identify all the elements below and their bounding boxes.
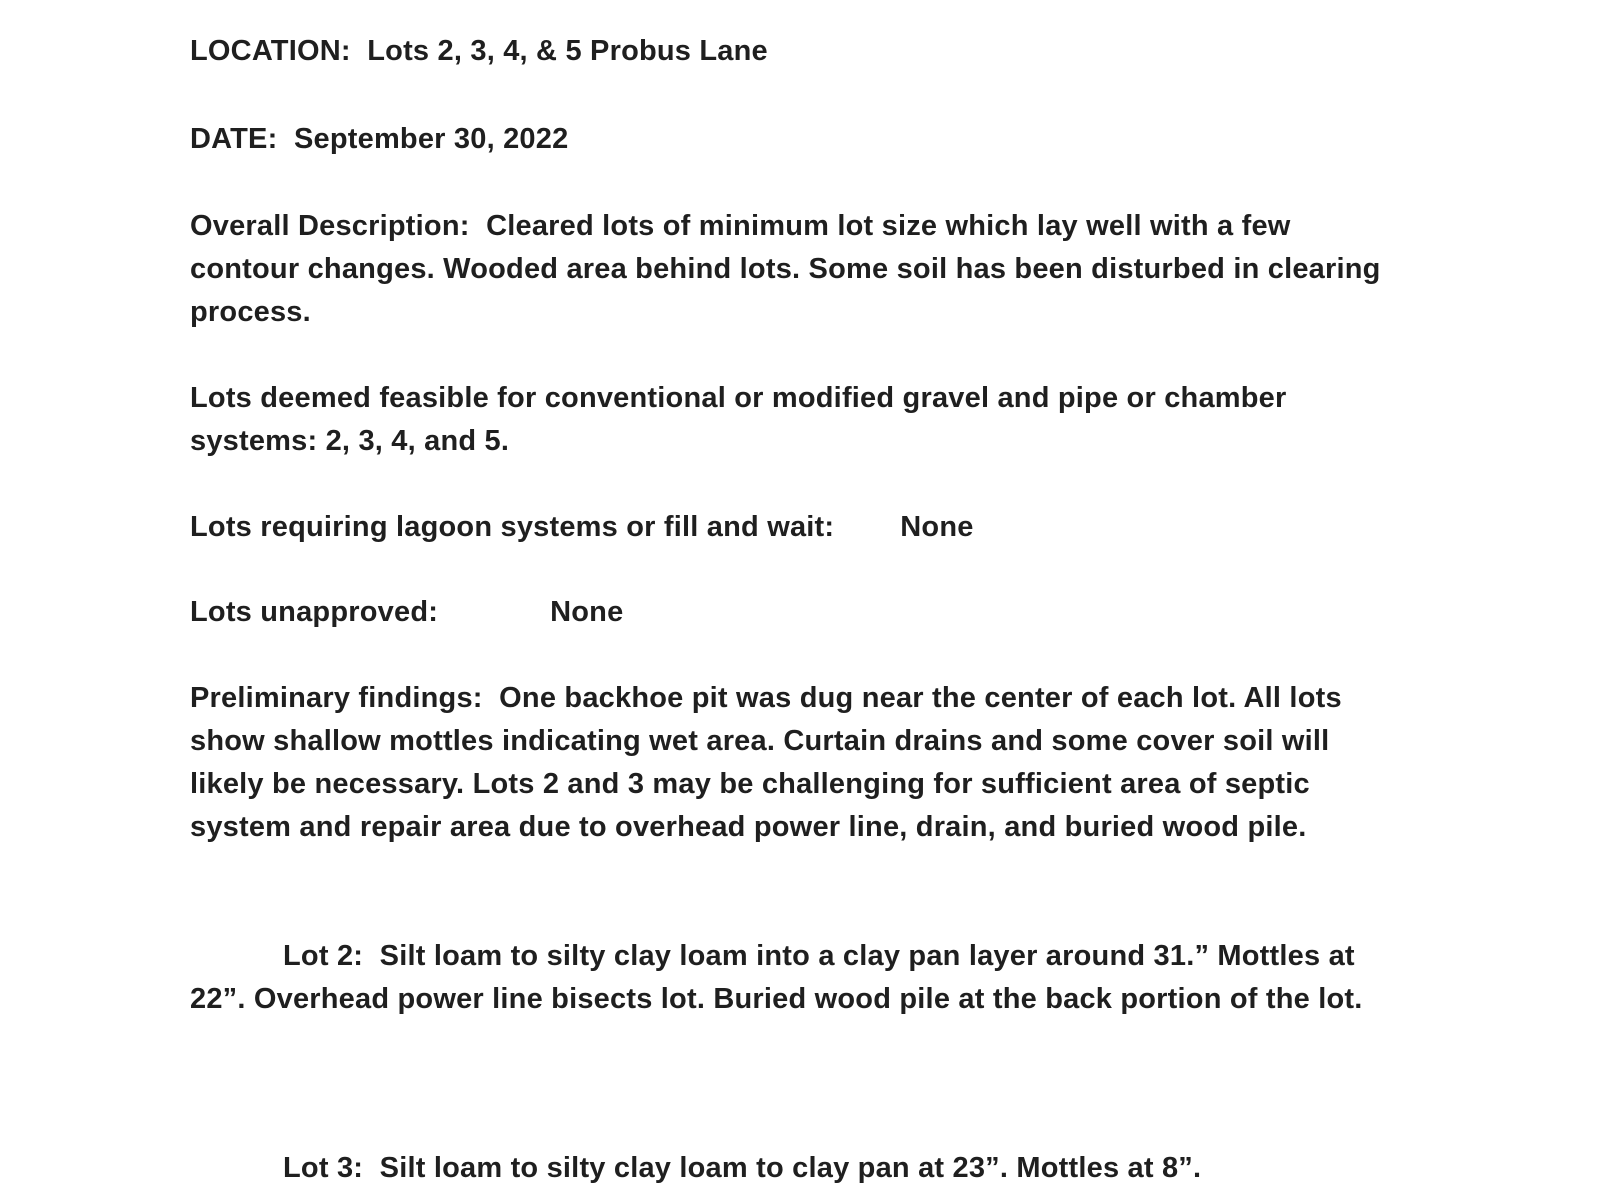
feasible-lots-text: Lots deemed feasible for conventional or modified gravel and pipe or chamber systems: 2, 3, 4, and 5. [190,382,1287,457]
overall-description-label: Overall Description: [190,210,470,242]
unapproved-label: Lots unapproved: [190,596,439,628]
lot-2-label: Lot 2: [283,940,364,972]
lot-3-label: Lot 3: [283,1152,364,1184]
preliminary-findings-label: Preliminary findings: [190,682,483,714]
unapproved-line [190,591,1390,634]
lot-2-paragraph [190,935,1390,1021]
feasible-lots-paragraph [190,377,1390,463]
location-line [190,30,1390,73]
lagoon-label: Lots requiring lagoon systems or fill and wait: [190,511,835,543]
overall-description-text: Cleared lots of minimum lot size which lay well with a few contour changes. Wooded area behind lots. Some soil has been disturbed in clearing process. [190,210,1381,328]
unapproved-value: None [550,596,624,628]
lot-3-paragraph [190,1147,1390,1190]
overall-description-paragraph [190,205,1390,334]
preliminary-findings-paragraph [190,677,1390,849]
date-value: September 30, 2022 [293,123,569,155]
location-label: LOCATION: [190,35,351,67]
date-label: DATE: [190,123,278,155]
lagoon-line [190,506,1390,549]
location-value: Lots 2, 3, 4, & 5 Probus Lane [367,35,768,67]
lot-3-text: Silt loam to silty clay loam to clay pan at 23”. Mottles at 8”. [379,1152,1202,1184]
date-line [190,118,1390,161]
lot-2-text: Silt loam to silty clay loam into a clay pan layer around 31.” Mottles at 22”. Overhead power line bisects lot. Buried wood pile at the back portion of the lot. [190,940,1363,1015]
lagoon-value: None [900,511,974,543]
preliminary-findings-text: One backhoe pit was dug near the center of each lot. All lots show shallow mottles indicating wet area. Curtain drains and some cover soil will likely be necessary. Lots 2 and 3 may be challenging for sufficient area of septic system and repair area due to overhead power line, drain, and buried wood pile. [190,682,1342,843]
